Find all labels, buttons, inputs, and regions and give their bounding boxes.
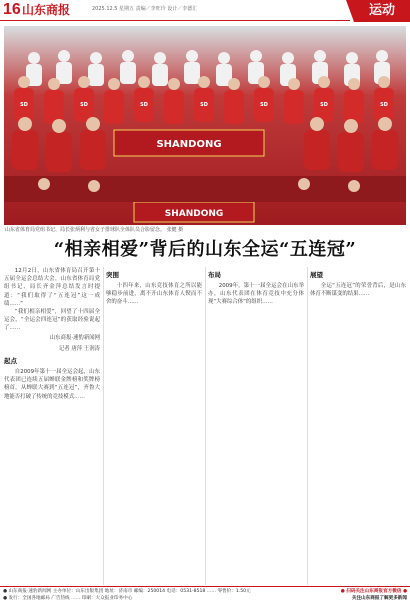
svg-text:SD: SD (80, 102, 88, 108)
svg-text:SD: SD (200, 102, 208, 108)
paper-name: 山东商报 (22, 3, 71, 17)
paragraph-layout: 2009年，第十一届全运会在山东举办，山东代表团在体育竞技中充分体现“大赛综合体”的组织…… (208, 283, 304, 306)
svg-text:SD: SD (380, 102, 388, 108)
paragraph-start: 自2009年第十一届全运会起，山东代表团已连续五届蝉联金牌榜和奖牌榜榜首。从蝉联大赛到“五连冠”，齐鲁大地能否打破了传统的竞技模式…… (4, 369, 100, 400)
section-tag: 运动 (354, 0, 410, 22)
photo-banner-bottom: SHANDONG (164, 209, 224, 219)
subhead-breakthrough: 突围 (106, 271, 119, 279)
photo-banner-top: SHANDONG (156, 139, 222, 150)
subhead-start: 起点 (4, 357, 17, 366)
svg-text:SD: SD (20, 102, 28, 108)
article-column-1 (4, 267, 100, 585)
svg-text:SD: SD (260, 102, 268, 108)
page-number: 16 (3, 1, 21, 18)
lead-paragraph-2: “我们相亲相爱”，回望了十四届全运会，“全运会四连冠”的获取经验说起了…… (4, 309, 100, 332)
byline-reporters: 记者 唐萍 王润涛 (58, 345, 100, 352)
article-column-4 (310, 267, 406, 585)
paragraph-breakthrough: 十四年来，山东竞技体育之所以能够稳步前进，离不开山东体育人锲而不舍的奋斗…… (106, 283, 202, 306)
masthead-rule (0, 20, 350, 21)
article-column-2 (106, 267, 202, 585)
paragraph-outlook: 全运“五连冠”的荣誉背后，是山东体育不断谋变的结果…… (310, 283, 406, 298)
column-divider (205, 267, 206, 585)
lead-paragraph: 12月2日，山东省体育局召开第十五届全运会总结大会，山东省体育局党组书记、局长齐金萍总结发言时提道：“我们取得了“五连冠”这一成绩……” (4, 268, 100, 307)
footer-follow-note: ● 扫码关注山东商报官方微信 ● (340, 589, 407, 594)
team-photo (4, 26, 406, 225)
column-divider (103, 267, 104, 585)
photo-caption: 山东省体育局党组书记、局长张炳利与省女子排球队全体队员合影留念。 张健 摄 (5, 227, 184, 233)
masthead (0, 0, 410, 22)
svg-text:SD: SD (140, 102, 148, 108)
svg-text:SD: SD (320, 102, 328, 108)
page-footer (0, 586, 410, 602)
footer-info-2: ● 发行：全国各地邮局 广告热线 …… 印刷：大众报业印务中心 (3, 596, 133, 601)
footer-follow-note-2: 关注山东商报了解更多新闻 (351, 596, 407, 601)
article-column-3 (208, 267, 304, 585)
subhead-outlook: 展望 (310, 271, 323, 279)
headline: “相亲相爱”背后的山东全运“五连冠” (53, 239, 357, 260)
masthead-meta: 2025.12.5 星期五 责编／李旺玲 设计／李德汇 (92, 6, 198, 12)
footer-info-1: ● 山东商报·速豹新闻网 主办单位：山东出版集团 地址：济南市 邮编：250014 电话：0531-8518 …… 零售价：1.50元 (3, 589, 251, 594)
column-divider (307, 267, 308, 585)
subhead-layout: 布局 (208, 271, 221, 279)
byline-outlet: 山东商报·速豹新闻网 (49, 334, 100, 341)
article-body (4, 267, 406, 585)
